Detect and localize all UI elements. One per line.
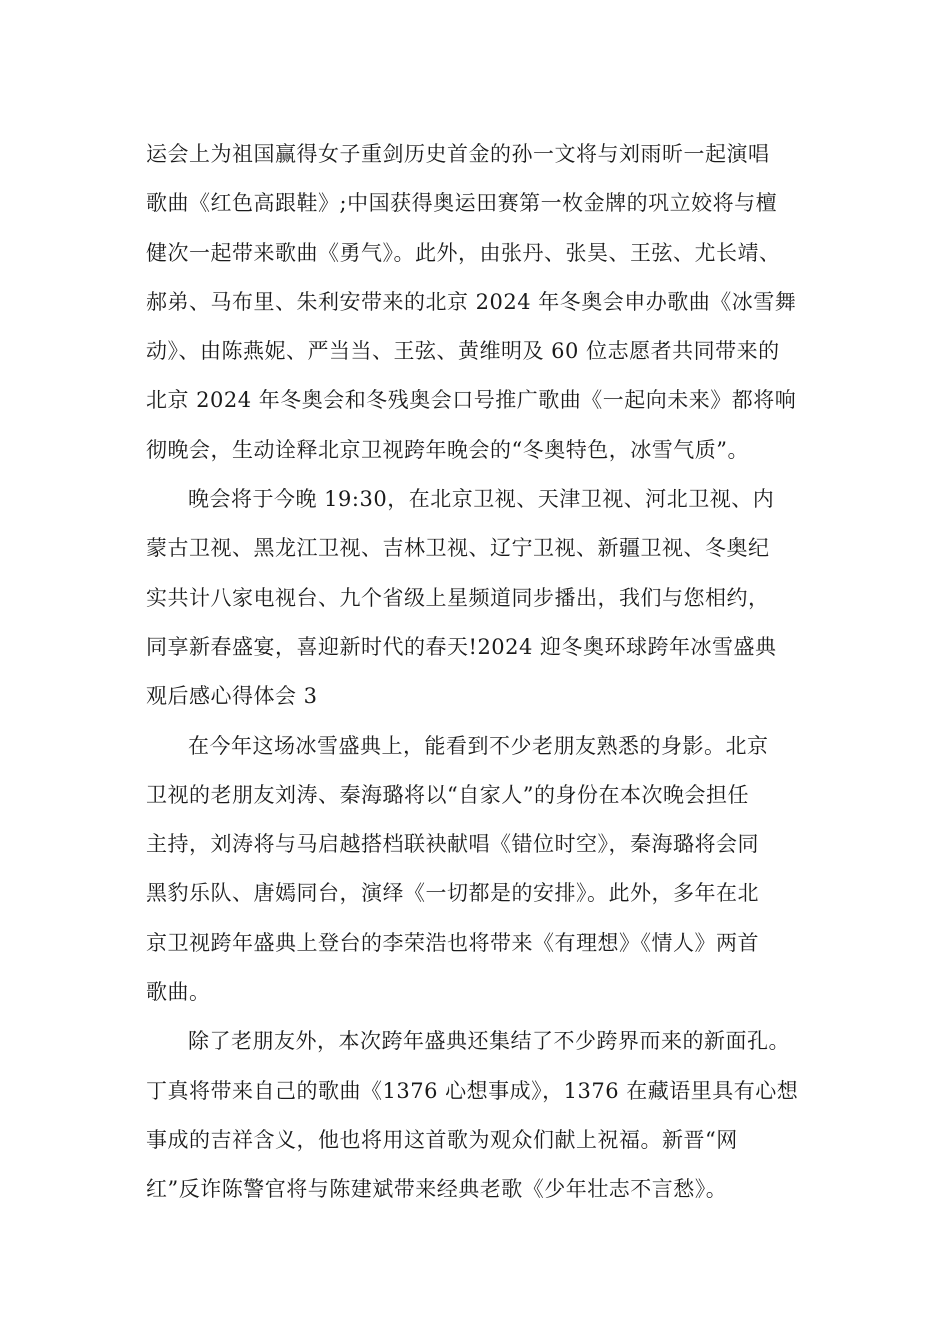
text-line: 京卫视跨年盛典上登台的李荣浩也将带来《有理想》《情人》两首: [146, 930, 759, 955]
text-line: 歌曲《红色高跟鞋》;中国获得奥运田赛第一枚金牌的巩立姣将与檀: [146, 191, 778, 216]
text-line: 实共计八家电视台、九个省级上星频道同步播出，我们与您相约，: [146, 585, 770, 610]
text-line: 郝弟、马布里、朱利安带来的北京 2024 年冬奥会申办歌曲《冰雪舞: [146, 289, 797, 314]
text-line: 卫视的老朋友刘涛、秦海璐将以“自家人”的身份在本次晚会担任: [146, 782, 749, 807]
text-line: 动》、由陈燕妮、严当当、王弦、黄维明及 60 位志愿者共同带来的: [146, 339, 780, 364]
text-line: 事成的吉祥含义，他也将用这首歌为观众们献上祝福。新晋“网: [146, 1127, 738, 1152]
text-line: 同享新春盛宴，喜迎新时代的春天!2024 迎冬奥环球跨年冰雪盛典: [146, 634, 777, 659]
text-line: 歌曲。: [146, 980, 211, 1005]
text-line: 除了老朋友外，本次跨年盛典还集结了不少跨界而来的新面孔。: [188, 1029, 790, 1054]
document-body: [146, 130, 836, 1215]
text-line: 丁真将带来自己的歌曲《1376 心想事成》，1376 在藏语里具有心想: [146, 1078, 799, 1103]
paragraph-3: [146, 722, 836, 1018]
text-line: 红”反诈陈警官将与陈建斌带来经典老歌《少年壮志不言愁》。: [146, 1177, 728, 1202]
paragraph-1: [146, 130, 836, 475]
paragraph-4: [146, 1017, 836, 1214]
text-line: 晚会将于今晚 19:30，在北京卫视、天津卫视、河北卫视、内: [188, 487, 775, 512]
text-line: 蒙古卫视、黑龙江卫视、吉林卫视、辽宁卫视、新疆卫视、冬奥纪: [146, 536, 770, 561]
text-line: 观后感心得体会 3: [146, 684, 318, 709]
paragraph-2: [146, 475, 836, 721]
text-line: 主持，刘涛将与马启越搭档联袂献唱《错位时空》，秦海璐将会同: [146, 832, 759, 857]
text-line: 黑豹乐队、唐嫣同台，演绎《一切都是的安排》。此外，多年在北: [146, 881, 759, 906]
text-line: 在今年这场冰雪盛典上，能看到不少老朋友熟悉的身影。北京: [188, 733, 769, 758]
text-line: 北京 2024 年冬奥会和冬残奥会口号推广歌曲《一起向未来》都将响: [146, 388, 797, 413]
text-line: 运会上为祖国赢得女子重剑历史首金的孙一文将与刘雨昕一起演唱: [146, 142, 770, 166]
text-line: 彻晚会，生动诠释北京卫视跨年晚会的“冬奥特色，冰雪气质”。: [146, 437, 749, 462]
text-line: 健次一起带来歌曲《勇气》。此外，由张丹、张昊、王弦、尤长靖、: [146, 240, 781, 265]
